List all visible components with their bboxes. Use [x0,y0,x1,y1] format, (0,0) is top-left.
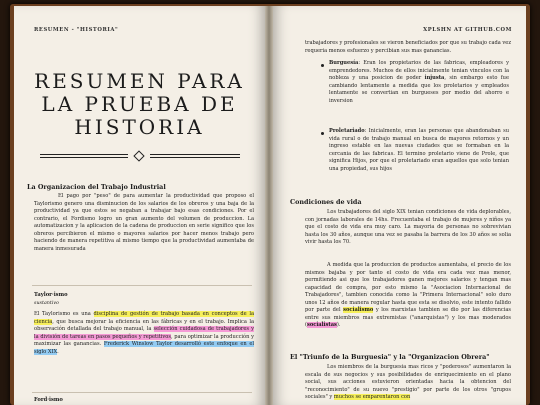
highlight-yellow: muchos se emparentaron con [333,394,411,400]
bullet-proletariado: Proletariado: Inicialmente, eran las personas que abandonaban su vida rural o de trabajo manual en busca de mayores retornos y un ingreso estable en las nuevas ciudades que se formaban en la cercania de las fabricas. El termino proletario viene de Prole, que significa Hijos, por que el proletariado eran aquellos que solo tenian una propiedad, sus hijos [329,128,509,172]
condiciones-paragraph-1: Los trabajadores del siglo XIX tenian condiciones de vida deplorables, con jornadas laborales de 14hs. Frecuentaba el trabajo de mujeres y niños ya que el costo de vida era muy caro. La mayoria de personas no sobrevivian hasta los 30 años, aunque una vez se pasaba la barrera de los 30 años se solia vivir hasta los 70. [305,209,511,245]
definition-part-of-speech: sustantivo [34,301,59,306]
section-body-organizacion: El pago por "peso" de para aumentar la productividad que proposo el Taylorismo genero una disminucion de los salarios de los obreros y una baja de la productividad ya que estos se negaban a trabajar bajo esas condiciones. Por el contrario, el Fordismo logro un gran aumento del volumen de produccion. La automatizacion y la aplicacion de la cadena de produccion en serie significo que los obreros percibieron el mismo o mayores salarios por hacer menos trabajo pero haciendo de manera repetitiva al mismo tiempo que la productividad aumentaba de manera inmesurada [34,193,254,252]
intro-paragraph: trabajadores y profesionales se vieron beneficiados por que su trabajo cada vez requeria menos esfuerzo y percibian sus mas ganancias. [305,40,511,54]
section-heading-organizacion: La Organizacion del Trabajo Industrial [27,183,166,191]
title-line-1: RESUMEN PARA [34,69,245,93]
definition-heading-taylorismo: Taylor·ismo [34,292,68,298]
book-gutter [265,6,273,405]
divider [32,285,252,286]
right-page [273,6,526,405]
condiciones-paragraph-2: A medida que la produccion de productos aumentaba, el precio de los mismos bajaba y por tanto el costo de vida era cada vez mas menor, permitiendo asi que los trabajadores ganen mejores salarios y tengan mas capacidad de compra, por esto mismo la "Asociacion Internacional de Trabajadores", tambien conocida como la "Primera Internacional" solo duro unos 12 años de manera regular hasta que esta se disolvio, este intento fallido por parte del socialismo y los marxistas tambien se dio por las diferencias entre sus miembros mas extremistas ("anarquistas") y los mas moderados (socialistas). [305,262,511,328]
highlight-pink: socialistas [307,322,337,328]
left-page [14,6,265,405]
title-ornament [40,152,240,162]
highlight-yellow: disciplina de gestión de trabajo basada en conceptos de la ciencia [34,311,254,325]
diamond-icon [133,150,144,161]
section-heading-triunfo: El "Triunfo de la Burguesia" y la "Organizacion Obrera" [290,353,490,361]
right-running-head: XPLSHN AT GITHUB.COM [423,27,512,33]
triunfo-paragraph: Los miembros de la burguesia mas ricos y "poderosos" aumentaron la escala de sus negocios y sus posibilidades de enriquecimiento en el plano social, sus acciones estuvieron orientadas hacia la obtencion del "reconocimiento" de su nuevo "prestigio" por parte de los otros "grupos sociales" y muchos se emparentaron con [305,364,511,400]
section-heading-condiciones: Condiciones de vida [290,198,362,206]
left-running-head: RESUMEN - "HISTORIA" [34,27,119,33]
bullet-icon [321,132,324,135]
page-title [14,70,265,139]
divider [32,392,252,393]
title-line-3: HISTORIA [74,115,205,139]
highlight-yellow: socialismo [343,307,374,313]
title-line-2: LA PRUEBA DE [41,92,238,116]
bullet-icon [321,64,324,67]
highlight-pink: selección cuidadosa de trabajadores y la división de tareas en pasos pequeños y repetitivos [34,326,254,340]
highlight-blue: Frederick Winslow Taylor desarrolló este enfoque en el siglo XIX [34,341,254,355]
bullet-burguesia: Burguesía: Eran los propietarios de las fabricas, empleadores y emprendedores. Muchos de ellos inicialmente tenian vinculos con la nobleza y una posicion de poder injusta, sin embargo esto fue cambiando lentamente a medida que los proletarios y empleados lentamente se convertian en burgueses por medio del ahorro e inversion [329,60,509,104]
definition-body-taylorismo: El Taylorismo es una disciplina de gestión de trabajo basada en conceptos de la ciencia, que busca mejorar la eficiencia en las fábricas y en el trabajo. Implica la observación detallada del trabajo manual, la selección cuidadosa de trabajadores y la división de tareas en pasos pequeños y repetitivos, para optimizar la producción y maximizar las ganancias. Frederick Winslow Taylor desarrolló este enfoque en el siglo XIX. [34,311,254,355]
definition-heading-fordismo: Ford·ismo [34,397,63,403]
